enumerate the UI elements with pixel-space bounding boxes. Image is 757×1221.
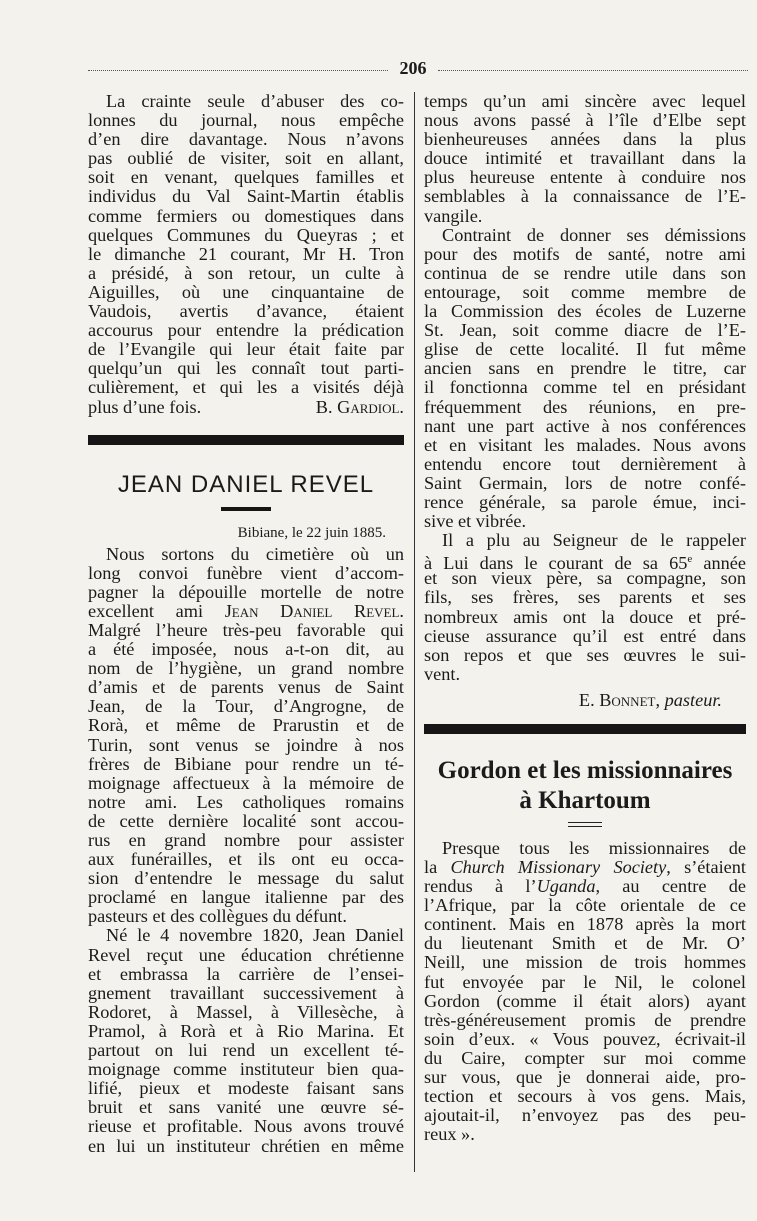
text-line: cieuse assurance qu’il est entré dans: [424, 625, 746, 646]
text-line: individus du Val Saint-Martin établis: [88, 186, 404, 207]
text-line: Il a plu au Seigneur de le rappeler: [442, 530, 746, 551]
text-line: fréquemment des réunions, en pre-: [424, 396, 746, 417]
text-line: temps qu’un ami sincère avec lequel: [424, 91, 746, 111]
gordon-title-rule: [568, 822, 602, 827]
text-line: vangile.: [424, 205, 483, 226]
text-line: plus heureuse entente à conduire nos: [424, 167, 746, 188]
section-divider-1: [88, 435, 404, 445]
revel-dateline: Bibiane, le 22 juin 1885.: [237, 524, 386, 541]
text-line: ajoutait-il, n’envoyez pas des peu-: [424, 1105, 746, 1126]
intro-paragraph: [88, 92, 404, 398]
section-divider-2: [424, 724, 746, 734]
text-line: a été imposée, nous a-t-on dit, au: [88, 639, 404, 660]
text-line: frères de Bibiane pour rendre un té-: [88, 753, 404, 774]
text-line: Contraint de donner ses démissions: [442, 224, 746, 245]
text-line: moignage affectueux à la mémoire de: [88, 772, 404, 793]
text-line: Rorà, et même de Prarustin et de: [88, 715, 404, 736]
text-line: et embrassa la carrière de l’ensei-: [88, 963, 404, 984]
text-line: Rodoret, à Massel, à Villesèche, à: [88, 1001, 404, 1022]
text-line: entendu encore tout dernièrement à: [424, 453, 746, 474]
text-line: accourus pour entendre la prédication: [88, 320, 404, 341]
text-line: sion d’entendre le message du salut: [88, 868, 404, 889]
text-line: Presque tous les missionnaires de: [442, 837, 746, 858]
text-line: quelqu’un qui les connaît tout parti-: [88, 358, 404, 379]
text-line: Nous sortons du cimetière où un: [106, 543, 404, 564]
text-line: notre ami. Les catholiques romains: [88, 791, 404, 812]
gordon-title-line-2: à Khartoum: [519, 786, 651, 814]
text-line: son repos et que ses œuvres le sui-: [424, 644, 746, 665]
text-line: vent.: [424, 663, 461, 684]
text-line: pour des motifs de santé, notre ami: [424, 243, 746, 264]
text-line: Jean, de la Tour, d’Angrogne, de: [88, 696, 404, 717]
text-line: d’en dire davantage. Nous n’avons: [88, 129, 404, 150]
text-line: rieuse et profitable. Nous avons trouvé: [88, 1116, 404, 1137]
deceased-name: Jean Daniel Revel: [224, 600, 400, 621]
page-number: 206: [399, 58, 427, 78]
text-line: nous avons passé à l’île d’Elbe sept: [424, 110, 746, 131]
text-line: bienheureuses années dans la plus: [424, 129, 746, 150]
text-line: a présidé, à son retour, un culte à: [88, 262, 404, 283]
intro-last-text: plus d’une fois.: [88, 396, 202, 417]
text-line: continent. Mais en 1878 après la mort: [424, 914, 746, 935]
text-line: aux funérailles, et ils ont eu occa-: [88, 849, 404, 870]
text-line: très-généreusement promis de prendre: [424, 1009, 746, 1030]
text-line: bruit et sans vanité une œuvre sé-: [88, 1097, 404, 1118]
text-line: d’amis et de parents venus de Saint: [88, 677, 404, 698]
text-line: de cette dernière localité sont accou-: [88, 810, 404, 831]
revel-paragraph-3: [424, 226, 746, 532]
text-line: Pramol, à Rorà et à Rio Marina. Et: [88, 1020, 404, 1041]
text-line: semblables à la connaissance de l’E-: [424, 186, 746, 207]
text-line: à Lui dans le courant de sa 65e année: [424, 553, 746, 574]
text-line: sur vous, que je donnerai aide, pro-: [424, 1067, 746, 1088]
text-line: il fonctionna comme tel en présidant: [424, 377, 746, 398]
text-line: Né le 4 novembre 1820, Jean Daniel: [106, 925, 404, 946]
text-line: lifié, pieux et modeste faisant sans: [88, 1078, 404, 1099]
right-column: [424, 92, 746, 1144]
text-line: pagner la dépouille mortelle de notre: [88, 581, 404, 602]
text-line: tection et secours à vos gens. Mais,: [424, 1086, 746, 1107]
text-line: la Church Missionary Society, s’étaient: [424, 857, 746, 877]
text-line: Gordon (comme il était alors) ayant: [424, 990, 746, 1011]
text-line: comme fermiers ou domestiques dans: [88, 205, 404, 226]
text-line: quelques Communes du Queyras ; et: [88, 224, 404, 245]
text-line: Turin, sont venus se joindre à nos: [88, 734, 404, 755]
intro-signature: B. Gardiol.: [315, 396, 404, 417]
header-rule-left: [88, 70, 388, 71]
ordinal-suffix: e: [687, 553, 693, 566]
header-rule-right: [438, 70, 748, 71]
text-line: rus en grand nombre pour assister: [88, 830, 404, 850]
revel-paragraph-1: [88, 545, 404, 927]
text-line: douce intimité et travaillant dans la: [424, 148, 746, 169]
text-line: soit en venant, quelques familles et: [88, 167, 404, 188]
text-line: fils, ses frères, ses parents et ses: [424, 587, 746, 608]
text-line: partout on lui rend un excellent té-: [88, 1040, 404, 1061]
gordon-title-line-1: Gordon et les missionnaires: [437, 756, 733, 784]
text-line: continua de se rendre utile dans son: [424, 262, 746, 283]
text-line: en lui un instituteur chrétien en même: [88, 1135, 404, 1156]
intro-last-line: [88, 398, 404, 417]
text-line: gnement travaillant successivement à: [88, 982, 404, 1003]
text-line: entourage, soit comme membre de: [424, 281, 746, 302]
revel-paragraph-2: [88, 926, 404, 1155]
text-line: nombreux amis ont la douce et pré-: [424, 606, 746, 627]
text-line: proclamé en langue italienne par des: [88, 887, 404, 908]
text-line: long convoi funèbre vient d’accom-: [88, 562, 404, 583]
text-line: et son vieux père, sa compagne, son: [424, 568, 746, 589]
gordon-paragraph-1: [424, 839, 746, 1145]
text-line: Vaudois, avertis d’avance, étaient: [88, 301, 404, 322]
text-line: et en visitant les malades. Nous avons: [424, 434, 746, 455]
text-line: pasteurs et des collègues du défunt.: [88, 906, 347, 927]
text-line: glise de cette localité. Il fut même: [424, 339, 746, 360]
page-header: [88, 58, 748, 80]
text-line: Saint Germain, lors de notre confé-: [424, 472, 746, 493]
place-name: Uganda: [536, 876, 596, 897]
text-line: Aiguilles, où une cinquantaine de: [88, 281, 404, 302]
text-line: de l’Evangile qui leur était faite par: [88, 339, 404, 360]
text-line: St. Jean, soit comme diacre de l’E-: [424, 320, 746, 341]
text-line: pas oublié de visiter, soit en allant,: [88, 148, 404, 169]
text-line: soin d’eux. « Vous pouvez, écrivait-il: [424, 1028, 746, 1049]
text-line: fut envoyée par le Nil, le colonel: [424, 971, 746, 992]
text-line: Neill, une mission de trois hommes: [424, 952, 746, 973]
revel-signature: [424, 690, 746, 710]
revel-title: JEAN DANIEL REVEL: [117, 470, 375, 498]
text-line: du Caire, compter sur moi comme: [424, 1047, 746, 1068]
text-line: nom de l’hygiène, un grand nombre: [88, 658, 404, 679]
text-line: rendus à l’Uganda, au centre de: [424, 876, 746, 897]
text-line: du lieutenant Smith et de Mr. O’: [424, 933, 746, 954]
society-name: Church Missionary Society: [450, 857, 667, 877]
text-line: l’Afrique, par la côte orientale de ce: [424, 895, 746, 916]
text-line: la Commission des écoles de Luzerne: [424, 301, 746, 322]
revel-paragraph-4: [424, 531, 746, 684]
revel-title-rule: [221, 507, 271, 511]
text-line: moignage comme instituteur bien qua-: [88, 1059, 404, 1080]
column-divider: [414, 92, 415, 1172]
text-line: le dimanche 21 courant, Mr H. Tron: [88, 243, 404, 264]
text-line: Revel reçut une éducation chrétienne: [88, 944, 404, 965]
left-column: [88, 92, 404, 1156]
text-line: ancien sans en prendre le titre, car: [424, 358, 746, 379]
revel-paragraph-2-cont: [424, 92, 746, 226]
text-line: rence générale, sa parole émue, inci-: [424, 491, 746, 512]
text-line: nant une part active à nos conférences: [424, 415, 746, 436]
revel-signature-title: pasteur.: [664, 689, 722, 710]
text-line: sive et vibrée.: [424, 511, 527, 532]
text-line: La crainte seule d’abuser des co-: [106, 91, 404, 111]
revel-signature-name: E. Bonnet,: [578, 689, 661, 710]
text-line: lonnes du journal, nous empêche: [88, 110, 404, 131]
text-line: reux ».: [424, 1124, 475, 1145]
text-line: culièrement, et qui les a visités déjà: [88, 377, 404, 398]
text-line: Malgré l’heure très-peu favorable qui: [88, 619, 404, 640]
text-line: excellent ami Jean Daniel Revel.: [88, 600, 404, 621]
